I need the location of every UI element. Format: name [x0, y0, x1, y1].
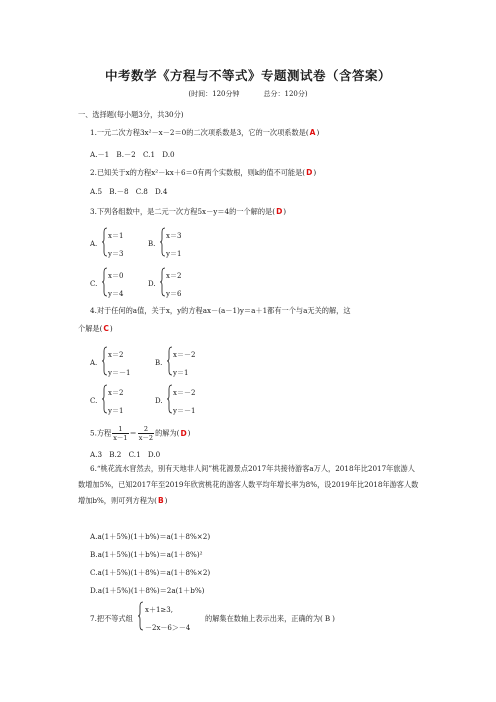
- question-7-text-end: 的解集在数轴上表示出来，正确的为(: [205, 614, 323, 623]
- question-1: [90, 128, 319, 137]
- option-label: A.: [90, 240, 98, 248]
- section-heading: 一、选择题(每小题3分，共30分): [78, 110, 184, 119]
- question-7-answer: B: [324, 614, 331, 623]
- question-3-text: 3.下列各组数中，是二元一次方程5x－y＝4的一个解的是(: [90, 207, 276, 216]
- equation-row: x＝－2: [173, 389, 196, 397]
- equation-row: y＝－1: [173, 407, 196, 415]
- equation-row: y＝1: [166, 250, 182, 258]
- question-4-answer: C: [103, 324, 109, 333]
- question-6-close: ): [164, 496, 168, 505]
- question-4-close: ): [109, 324, 113, 333]
- option-label: C.: [90, 280, 98, 288]
- question-1-close: ): [316, 128, 320, 137]
- option-label: D.: [155, 397, 163, 405]
- question-4-line-1: 4.对于任何的a值，关于x，y的方程ax－(a－1)y＝a＋1都有一个与a无关的解，这: [90, 306, 351, 315]
- question-2-text: 2.已知关于x的方程x²－kx＋6＝0有两个实数根，则k的值不可能是(: [90, 168, 306, 177]
- question-5: [90, 425, 190, 442]
- question-7-prefix: 7.把不等式组: [90, 614, 133, 623]
- numerator: 2: [138, 425, 154, 434]
- equation-row: y＝1: [173, 369, 189, 377]
- denominator: x－1: [113, 434, 128, 442]
- question-5-options: A.3 B.2 C.1 D.0: [90, 450, 161, 459]
- equation-row: y＝3: [108, 250, 124, 258]
- question-3-answer: D: [276, 207, 283, 216]
- question-6-text: 6.“桃花流水窅然去，别有天地非人间”桃花源景点2017年共接待游客a万人，2018年比2017年旅游人数增加5%，已知2017年至2019年欣赏桃花的游客人数平均年增长率为8%，设2019年比2018年游客人数增加b%，则可列方程为(: [78, 464, 419, 505]
- question-2-close: ): [313, 168, 317, 177]
- question-6-option-b: B.a(1＋5%)(1＋b%)＝a(1＋8%)²: [90, 550, 203, 559]
- equation-row: y＝4: [108, 290, 124, 298]
- question-6-option-c: C.a(1＋5%)(1＋8%)＝a(1＋8%×2): [90, 568, 211, 577]
- denominator: x－2: [138, 434, 154, 442]
- time-limit: (时间：120分钟: [188, 90, 240, 98]
- question-5-answer: D: [180, 428, 187, 438]
- option-label: D.: [148, 280, 156, 288]
- fraction: [112, 425, 128, 442]
- question-4-line-2: [78, 324, 113, 333]
- option-label: C.: [90, 397, 98, 405]
- equation-row: x＝1: [108, 232, 124, 240]
- equation-row: x＝0: [108, 272, 124, 280]
- option-label: B.: [155, 359, 163, 367]
- question-3-close: ): [283, 207, 287, 216]
- equation-row: x＝－2: [173, 351, 196, 359]
- question-6-answer: B: [157, 496, 164, 505]
- inequality-row: －2x－6＞－4: [145, 624, 191, 632]
- question-2-options: A.5 B.－8 C.8 D.4: [90, 187, 168, 196]
- question-2-answer: D: [306, 168, 313, 177]
- equation-row: y＝－1: [108, 369, 131, 377]
- total-score: 总分：120分): [263, 90, 308, 98]
- question-5-text-end: 的解为(: [155, 428, 180, 438]
- brace-icon: [138, 601, 144, 631]
- question-1-options: A.－1 B.－2 C.1 D.0: [90, 150, 175, 159]
- equation-row: y＝6: [166, 290, 182, 298]
- inequality-row: x＋1≥3,: [145, 606, 173, 614]
- equation-row: x＝3: [166, 232, 182, 240]
- question-6-option-a: A.a(1＋5%)(1＋b%)＝a(1＋8%×2): [90, 532, 211, 541]
- question-1-text: 1.一元二次方程3x²－x－2＝0的二次项系数是3，它的一次项系数是(: [90, 128, 309, 137]
- numerator: 1: [112, 425, 128, 434]
- question-7-close: ): [332, 614, 335, 623]
- option-label: A.: [90, 359, 98, 367]
- question-7-text: [205, 614, 335, 623]
- question-1-answer: A: [309, 128, 316, 137]
- equation-row: y＝1: [108, 407, 124, 415]
- question-2: [90, 168, 316, 177]
- question-5-close: ): [187, 428, 191, 438]
- equals-sign: ＝: [129, 428, 137, 438]
- fraction: [138, 425, 154, 442]
- question-4-text: 个解是(: [78, 324, 103, 333]
- question-6-option-d: D.a(1＋5%)(1＋8%)＝2a(1＋b%): [90, 586, 205, 595]
- question-3: [90, 207, 286, 216]
- page-title: 中考数学《方程与不等式》专题测试卷（含答案）: [104, 68, 391, 83]
- question-6: [78, 461, 422, 509]
- equation-row: x＝2: [108, 389, 124, 397]
- equation-row: x＝2: [108, 351, 124, 359]
- exam-info: [0, 89, 496, 99]
- option-label: B.: [148, 240, 156, 248]
- question-5-text: 5.方程: [90, 428, 112, 438]
- equation-row: x＝2: [166, 272, 182, 280]
